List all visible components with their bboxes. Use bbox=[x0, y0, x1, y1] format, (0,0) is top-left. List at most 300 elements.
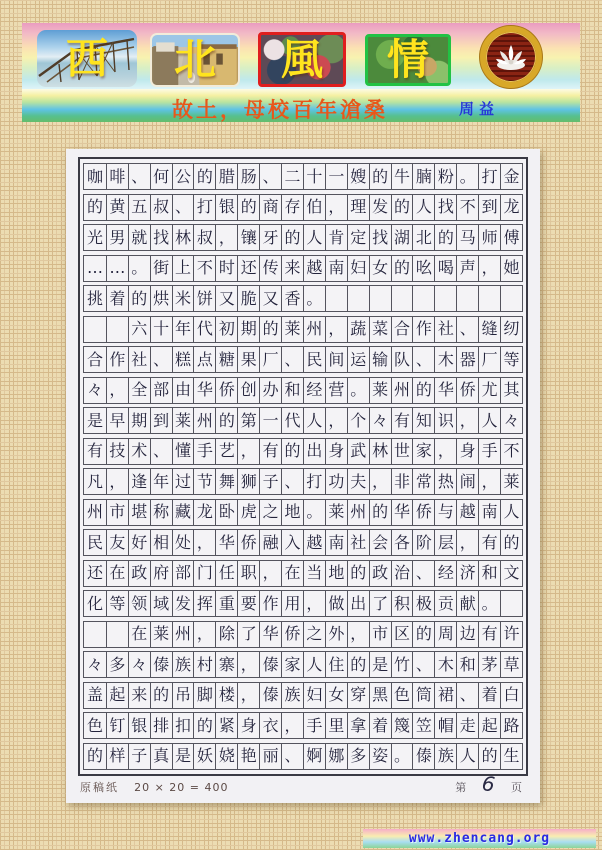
manuscript-cell: 州 bbox=[172, 622, 194, 647]
manuscript-cell: 侨 bbox=[412, 500, 434, 525]
manuscript-cell: 地 bbox=[325, 561, 347, 586]
manuscript-cell: 篾 bbox=[391, 713, 413, 738]
manuscript-cell: 、 bbox=[456, 683, 478, 708]
manuscript-cell: 有 bbox=[86, 441, 103, 460]
manuscript-cell: 手 bbox=[303, 713, 325, 738]
manuscript-cell: 的 bbox=[281, 225, 303, 250]
manuscript-cell: 蔬 bbox=[347, 317, 369, 342]
manuscript-cell: 菜 bbox=[369, 317, 391, 342]
manuscript-cell: 糕 bbox=[172, 347, 194, 372]
manuscript-cell: 时 bbox=[215, 256, 237, 281]
manuscript-cell: 族 bbox=[172, 652, 194, 677]
manuscript-cell: 莱 bbox=[325, 500, 347, 525]
manuscript-cell: 发 bbox=[369, 195, 391, 220]
manuscript-cell: 又 bbox=[259, 286, 281, 311]
manuscript-cell: 到 bbox=[150, 408, 172, 433]
manuscript-cell: 衣 bbox=[259, 713, 281, 738]
manuscript-cell: 的 bbox=[86, 197, 103, 216]
manuscript-cell: 裙 bbox=[434, 683, 456, 708]
manuscript-cell: 的 bbox=[281, 439, 303, 464]
manuscript-cell: 传 bbox=[259, 256, 281, 281]
manuscript-cell: 腩 bbox=[412, 164, 434, 189]
manuscript-cell: 民 bbox=[303, 347, 325, 372]
paper-grid-formula: 20 × 20 = 400 bbox=[134, 781, 229, 794]
manuscript-cell: 莱 bbox=[150, 622, 172, 647]
manuscript-cell: 南 bbox=[325, 256, 347, 281]
manuscript-cell: 起 bbox=[478, 713, 500, 738]
manuscript-cell: 第 bbox=[237, 408, 259, 433]
banner-char-qing: 情 bbox=[386, 35, 429, 84]
manuscript-cell: 钉 bbox=[106, 713, 128, 738]
manuscript-cell: 作 bbox=[259, 591, 281, 616]
site-url-link[interactable]: www.zhencang.org bbox=[408, 831, 551, 846]
manuscript-cell: 。 bbox=[128, 256, 150, 281]
manuscript-cell: 她 bbox=[500, 256, 522, 281]
manuscript-cell: 年 bbox=[172, 317, 194, 342]
manuscript-cell: 做 bbox=[325, 591, 347, 616]
manuscript-cell: 入 bbox=[281, 530, 303, 555]
manuscript-cell: ， bbox=[281, 713, 303, 738]
manuscript-cell: 了 bbox=[369, 591, 391, 616]
manuscript-cell: 族 bbox=[434, 744, 456, 769]
manuscript-cell: 生 bbox=[500, 744, 522, 769]
manuscript-cell: 的 bbox=[434, 225, 456, 250]
manuscript-cell: 不 bbox=[500, 439, 522, 464]
manuscript-cell: 、 bbox=[412, 561, 434, 586]
manuscript-cell: 、 bbox=[456, 317, 478, 342]
manuscript-cell: 婀 bbox=[303, 744, 325, 769]
manuscript-cell: 妇 bbox=[303, 683, 325, 708]
page-number-field bbox=[455, 772, 524, 796]
manuscript-cell: 的 bbox=[500, 530, 522, 555]
manuscript-cell: 合 bbox=[86, 349, 103, 369]
manuscript-cell: 银 bbox=[128, 713, 150, 738]
manuscript-cell: 。 bbox=[456, 164, 478, 189]
banner-photo-street[interactable] bbox=[150, 33, 240, 87]
manuscript-cell: 声 bbox=[456, 256, 478, 281]
manuscript-cell: 样 bbox=[106, 744, 128, 769]
manuscript-cell: 粉 bbox=[434, 164, 456, 189]
manuscript-cell: 莱 bbox=[172, 408, 194, 433]
manuscript-cell: 办 bbox=[259, 378, 281, 403]
manuscript-cell: 十 bbox=[150, 317, 172, 342]
manuscript-cell: 好 bbox=[128, 530, 150, 555]
banner-char-xi: 西 bbox=[65, 33, 108, 83]
manuscript-cell bbox=[84, 622, 106, 647]
manuscript-cell: 还 bbox=[237, 256, 259, 281]
manuscript-cell: 华 bbox=[391, 500, 413, 525]
manuscript-cell: 二 bbox=[281, 164, 303, 189]
banner-photo-landscape[interactable] bbox=[365, 34, 451, 86]
manuscript-cell: 营 bbox=[325, 378, 347, 403]
manuscript-cell: 着 bbox=[369, 713, 391, 738]
manuscript-cell: 贡 bbox=[434, 591, 456, 616]
manuscript-cell: 人 bbox=[303, 225, 325, 250]
manuscript-cell: 个 bbox=[347, 408, 369, 433]
manuscript-cell: 娜 bbox=[325, 744, 347, 769]
manuscript-cell: 厂 bbox=[259, 347, 281, 372]
manuscript-row bbox=[83, 194, 523, 221]
manuscript-cell: 莱 bbox=[500, 469, 522, 494]
manuscript-cell: 之 bbox=[259, 500, 281, 525]
manuscript-cell: 黑 bbox=[369, 683, 391, 708]
manuscript-cell: 々 bbox=[369, 408, 391, 433]
manuscript-cell: 的 bbox=[150, 683, 172, 708]
banner-char-feng: 風 bbox=[280, 34, 323, 84]
manuscript-cell: 的 bbox=[478, 744, 500, 769]
manuscript-cell: 公 bbox=[172, 164, 194, 189]
manuscript-cell: 社 bbox=[128, 347, 150, 372]
manuscript-cell: 艳 bbox=[237, 744, 259, 769]
manuscript-cell: 称 bbox=[150, 500, 172, 525]
manuscript-cell: 人 bbox=[500, 500, 522, 525]
manuscript-cell: 各 bbox=[391, 530, 413, 555]
manuscript-cell: 北 bbox=[412, 225, 434, 250]
manuscript-cell: 身 bbox=[456, 439, 478, 464]
manuscript-cell: 社 bbox=[347, 530, 369, 555]
manuscript-cell: 的 bbox=[215, 408, 237, 433]
manuscript-cell: 林 bbox=[172, 225, 194, 250]
manuscript-cell: 夫 bbox=[347, 469, 369, 494]
manuscript-cell: 起 bbox=[106, 683, 128, 708]
manuscript-cell: 叔 bbox=[150, 195, 172, 220]
manuscript-cell: 街 bbox=[150, 256, 172, 281]
manuscript-cell: 除 bbox=[215, 622, 237, 647]
manuscript-cell: 。 bbox=[303, 500, 325, 525]
manuscript-cell: 色 bbox=[391, 683, 413, 708]
manuscript-cell: 女 bbox=[325, 683, 347, 708]
manuscript-cell: 住 bbox=[325, 652, 347, 677]
manuscript-cell: 商 bbox=[259, 195, 281, 220]
manuscript-cell: 侨 bbox=[281, 622, 303, 647]
manuscript-cell: 脆 bbox=[237, 286, 259, 311]
manuscript-cell: 吊 bbox=[172, 683, 194, 708]
manuscript-cell: ， bbox=[434, 439, 456, 464]
manuscript-cell: 五 bbox=[128, 195, 150, 220]
manuscript-cell: 家 bbox=[412, 439, 434, 464]
manuscript-cell: 女 bbox=[369, 256, 391, 281]
manuscript-cell: 技 bbox=[106, 439, 128, 464]
manuscript-cell: 挑 bbox=[86, 288, 103, 308]
association-seal-logo[interactable] bbox=[480, 26, 542, 88]
manuscript-cell bbox=[500, 286, 522, 311]
manuscript-cell: 肠 bbox=[237, 164, 259, 189]
manuscript-cell: 初 bbox=[215, 317, 237, 342]
manuscript-cell: 不 bbox=[456, 195, 478, 220]
manuscript-row bbox=[83, 529, 523, 556]
manuscript-row bbox=[83, 255, 523, 282]
article-author[interactable]: 周益 bbox=[459, 100, 500, 118]
manuscript-row bbox=[83, 651, 523, 678]
manuscript-cell: 在 bbox=[106, 561, 128, 586]
manuscript-cell: 色 bbox=[86, 715, 103, 735]
manuscript-cell: 草 bbox=[500, 652, 522, 677]
manuscript-cell: 湖 bbox=[391, 225, 413, 250]
manuscript-cell: 市 bbox=[369, 622, 391, 647]
manuscript-cell: 找 bbox=[369, 225, 391, 250]
manuscript-cell: 侨 bbox=[237, 530, 259, 555]
manuscript-cell: 的 bbox=[391, 256, 413, 281]
manuscript-grid bbox=[78, 157, 528, 776]
manuscript-cell: 子 bbox=[259, 469, 281, 494]
manuscript-cell: 其 bbox=[500, 378, 522, 403]
manuscript-cell: 。 bbox=[478, 591, 500, 616]
manuscript-cell: 全 bbox=[128, 378, 150, 403]
manuscript-cell: 器 bbox=[456, 347, 478, 372]
manuscript-cell: 在 bbox=[128, 622, 150, 647]
manuscript-cell: 笠 bbox=[412, 713, 434, 738]
manuscript-row bbox=[83, 560, 523, 587]
manuscript-cell: 非 bbox=[391, 469, 413, 494]
manuscript-cell: 光 bbox=[86, 227, 103, 247]
manuscript-cell: ， bbox=[106, 378, 128, 403]
manuscript-cell: 々 bbox=[86, 380, 103, 399]
manuscript-cell: 民 bbox=[86, 532, 103, 552]
manuscript-cell bbox=[500, 591, 522, 616]
manuscript-row bbox=[83, 285, 523, 312]
manuscript-cell: 人 bbox=[303, 652, 325, 677]
manuscript-cell: 热 bbox=[434, 469, 456, 494]
manuscript-cell: 的 bbox=[347, 561, 369, 586]
manuscript-cell: 等 bbox=[106, 591, 128, 616]
manuscript-row bbox=[83, 346, 523, 373]
manuscript-cell: 牙 bbox=[259, 225, 281, 250]
manuscript-cell: 镶 bbox=[237, 225, 259, 250]
manuscript-cell: 吆 bbox=[412, 256, 434, 281]
manuscript-cell: 狮 bbox=[237, 469, 259, 494]
manuscript-cell: 、 bbox=[128, 164, 150, 189]
manuscript-cell: ， bbox=[325, 408, 347, 433]
manuscript-cell: 任 bbox=[215, 561, 237, 586]
manuscript-cell: 的 bbox=[193, 713, 215, 738]
manuscript-cell: 的 bbox=[237, 195, 259, 220]
manuscript-cell: 和 bbox=[281, 378, 303, 403]
manuscript-cell: 许 bbox=[500, 622, 522, 647]
manuscript-cell: 职 bbox=[237, 561, 259, 586]
manuscript-cell: 年 bbox=[150, 469, 172, 494]
manuscript-cell: 相 bbox=[150, 530, 172, 555]
manuscript-cell: 烘 bbox=[150, 286, 172, 311]
manuscript-cell: ， bbox=[237, 439, 259, 464]
manuscript-cell bbox=[369, 286, 391, 311]
manuscript-cell: 到 bbox=[478, 195, 500, 220]
manuscript-cell: 的 bbox=[259, 317, 281, 342]
manuscript-cell: ， bbox=[106, 469, 128, 494]
manuscript-cell: 妇 bbox=[347, 256, 369, 281]
manuscript-cell: 来 bbox=[281, 256, 303, 281]
manuscript-cell: 啡 bbox=[106, 164, 128, 189]
manuscript-cell: 合 bbox=[391, 317, 413, 342]
manuscript-cell: 叔 bbox=[193, 225, 215, 250]
manuscript-cell: 纫 bbox=[500, 317, 522, 342]
manuscript-cell: 就 bbox=[128, 225, 150, 250]
manuscript-row bbox=[83, 621, 523, 648]
manuscript-cell: 是 bbox=[86, 410, 103, 430]
manuscript-cell: 等 bbox=[500, 347, 522, 372]
manuscript-cell: 排 bbox=[150, 713, 172, 738]
manuscript-cell bbox=[84, 317, 106, 342]
manuscript-cell: 不 bbox=[193, 256, 215, 281]
manuscript-cell: 的 bbox=[347, 652, 369, 677]
manuscript-cell: 脚 bbox=[193, 683, 215, 708]
manuscript-cell: 傣 bbox=[150, 652, 172, 677]
manuscript-cell: 处 bbox=[172, 530, 194, 555]
manuscript-cell: 由 bbox=[172, 378, 194, 403]
manuscript-cell: ， bbox=[325, 195, 347, 220]
manuscript-cell: ， bbox=[456, 530, 478, 555]
manuscript-cell: 饼 bbox=[193, 286, 215, 311]
manuscript-cell: 武 bbox=[347, 439, 369, 464]
manuscript-cell: 的 bbox=[391, 195, 413, 220]
manuscript-cell: 又 bbox=[215, 286, 237, 311]
manuscript-cell: 是 bbox=[172, 744, 194, 769]
manuscript-cell: 村 bbox=[193, 652, 215, 677]
banner-photo-ethnic-people[interactable] bbox=[258, 32, 346, 87]
manuscript-cell: ， bbox=[478, 256, 500, 281]
manuscript-cell: 里 bbox=[325, 713, 347, 738]
manuscript-cell: 龙 bbox=[193, 500, 215, 525]
manuscript-cell: 々 bbox=[128, 652, 150, 677]
manuscript-cell: 文 bbox=[500, 561, 522, 586]
manuscript-cell: 。 bbox=[347, 378, 369, 403]
manuscript-cell: 多 bbox=[347, 744, 369, 769]
manuscript-cell: 期 bbox=[237, 317, 259, 342]
manuscript-cell bbox=[434, 286, 456, 311]
manuscript-cell: 家 bbox=[281, 652, 303, 677]
manuscript-cell: ， bbox=[237, 683, 259, 708]
manuscript-cell: 政 bbox=[369, 561, 391, 586]
article-title-bar bbox=[22, 89, 580, 122]
manuscript-cell: 的 bbox=[128, 286, 150, 311]
manuscript-row bbox=[83, 224, 523, 251]
manuscript-cell: 华 bbox=[434, 378, 456, 403]
manuscript-cell: 边 bbox=[456, 622, 478, 647]
manuscript-cell: 华 bbox=[259, 622, 281, 647]
manuscript-cell: 了 bbox=[237, 622, 259, 647]
manuscript-cell: 妖 bbox=[193, 744, 215, 769]
manuscript-cell: 糖 bbox=[215, 347, 237, 372]
manuscript-cell: 族 bbox=[281, 683, 303, 708]
manuscript-cell: 世 bbox=[391, 439, 413, 464]
manuscript-cell: 节 bbox=[193, 469, 215, 494]
manuscript-cell: 穿 bbox=[347, 683, 369, 708]
manuscript-cell: 林 bbox=[369, 439, 391, 464]
manuscript-cell bbox=[478, 286, 500, 311]
manuscript-cell: 姿 bbox=[369, 744, 391, 769]
manuscript-cell: 部 bbox=[172, 561, 194, 586]
manuscript-cell: 傅 bbox=[500, 225, 522, 250]
manuscript-cell: 寨 bbox=[215, 652, 237, 677]
manuscript-cell: 手 bbox=[478, 439, 500, 464]
manuscript-cell: 闹 bbox=[456, 469, 478, 494]
manuscript-cell: 代 bbox=[281, 408, 303, 433]
manuscript-cell: 区 bbox=[391, 622, 413, 647]
manuscript-cell: 是 bbox=[369, 652, 391, 677]
manuscript-cell: 的 bbox=[369, 164, 391, 189]
manuscript-cell: 与 bbox=[434, 500, 456, 525]
manuscript-cell: 白 bbox=[500, 683, 522, 708]
manuscript-cell: 路 bbox=[500, 713, 522, 738]
manuscript-cell: 艺 bbox=[215, 439, 237, 464]
manuscript-cell: 一 bbox=[325, 164, 347, 189]
manuscript-cell: 十 bbox=[303, 164, 325, 189]
manuscript-cell: 喝 bbox=[434, 256, 456, 281]
manuscript-cell: 点 bbox=[193, 347, 215, 372]
banner-photo-bridge[interactable] bbox=[37, 30, 137, 87]
manuscript-cell: 木 bbox=[434, 652, 456, 677]
manuscript-cell: 越 bbox=[303, 530, 325, 555]
manuscript-cell: 识 bbox=[434, 408, 456, 433]
manuscript-cell: 懂 bbox=[172, 439, 194, 464]
manuscript-cell: 功 bbox=[325, 469, 347, 494]
manuscript-cell: 层 bbox=[434, 530, 456, 555]
manuscript-cell: 的 bbox=[369, 500, 391, 525]
manuscript-cell: 作 bbox=[106, 347, 128, 372]
manuscript-cell: 运 bbox=[347, 347, 369, 372]
manuscript-cell: 六 bbox=[128, 317, 150, 342]
manuscript-cell: 州 bbox=[391, 378, 413, 403]
manuscript-cell: 凡 bbox=[86, 471, 103, 491]
manuscript-cell: 男 bbox=[106, 225, 128, 250]
manuscript-row bbox=[83, 743, 523, 770]
manuscript-cell: 人 bbox=[478, 408, 500, 433]
manuscript-cell: 走 bbox=[456, 713, 478, 738]
manuscript-cell: 有 bbox=[478, 622, 500, 647]
manuscript-cell: 的 bbox=[193, 164, 215, 189]
manuscript-cell: 经 bbox=[303, 378, 325, 403]
manuscript-cell: 的 bbox=[412, 378, 434, 403]
manuscript-row bbox=[83, 407, 523, 434]
manuscript-cell: … bbox=[86, 258, 103, 277]
manuscript-cell: ， bbox=[303, 591, 325, 616]
manuscript-cell: 期 bbox=[128, 408, 150, 433]
manuscript-cell: 治 bbox=[391, 561, 413, 586]
banner-char-bei: 北 bbox=[173, 35, 216, 84]
manuscript-cell: 盖 bbox=[86, 685, 103, 704]
manuscript-cell: 周 bbox=[434, 622, 456, 647]
manuscript-cell: 香 bbox=[281, 286, 303, 311]
manuscript-cell: 逢 bbox=[128, 469, 150, 494]
manuscript-cell: 、 bbox=[172, 195, 194, 220]
manuscript-cell: 堪 bbox=[128, 500, 150, 525]
manuscript-cell: 娆 bbox=[215, 744, 237, 769]
manuscript-cell: 会 bbox=[369, 530, 391, 555]
manuscript-row bbox=[83, 163, 523, 190]
manuscript-cell: 找 bbox=[434, 195, 456, 220]
manuscript-cell: 州 bbox=[303, 317, 325, 342]
manuscript-cell: 人 bbox=[303, 408, 325, 433]
manuscript-cell bbox=[412, 286, 434, 311]
manuscript-cell: 和 bbox=[478, 561, 500, 586]
manuscript-cell: 极 bbox=[412, 591, 434, 616]
manuscript-cell: 南 bbox=[325, 530, 347, 555]
manuscript-cell bbox=[325, 286, 347, 311]
manuscript-cell: ， bbox=[193, 622, 215, 647]
manuscript-cell: 侨 bbox=[215, 378, 237, 403]
manuscript-cell: 马 bbox=[456, 225, 478, 250]
manuscript-cell: 莱 bbox=[281, 317, 303, 342]
manuscript-cell: 当 bbox=[303, 561, 325, 586]
manuscript-cell: 嫂 bbox=[347, 164, 369, 189]
manuscript-cell: 帽 bbox=[434, 713, 456, 738]
manuscript-cell: 竹 bbox=[391, 652, 413, 677]
manuscript-cell: 要 bbox=[237, 591, 259, 616]
manuscript-cell: 越 bbox=[303, 256, 325, 281]
manuscript-cell: 政 bbox=[128, 561, 150, 586]
manuscript-cell: 、 bbox=[259, 164, 281, 189]
manuscript-cell: 师 bbox=[478, 225, 500, 250]
manuscript-cell: 侨 bbox=[456, 378, 478, 403]
